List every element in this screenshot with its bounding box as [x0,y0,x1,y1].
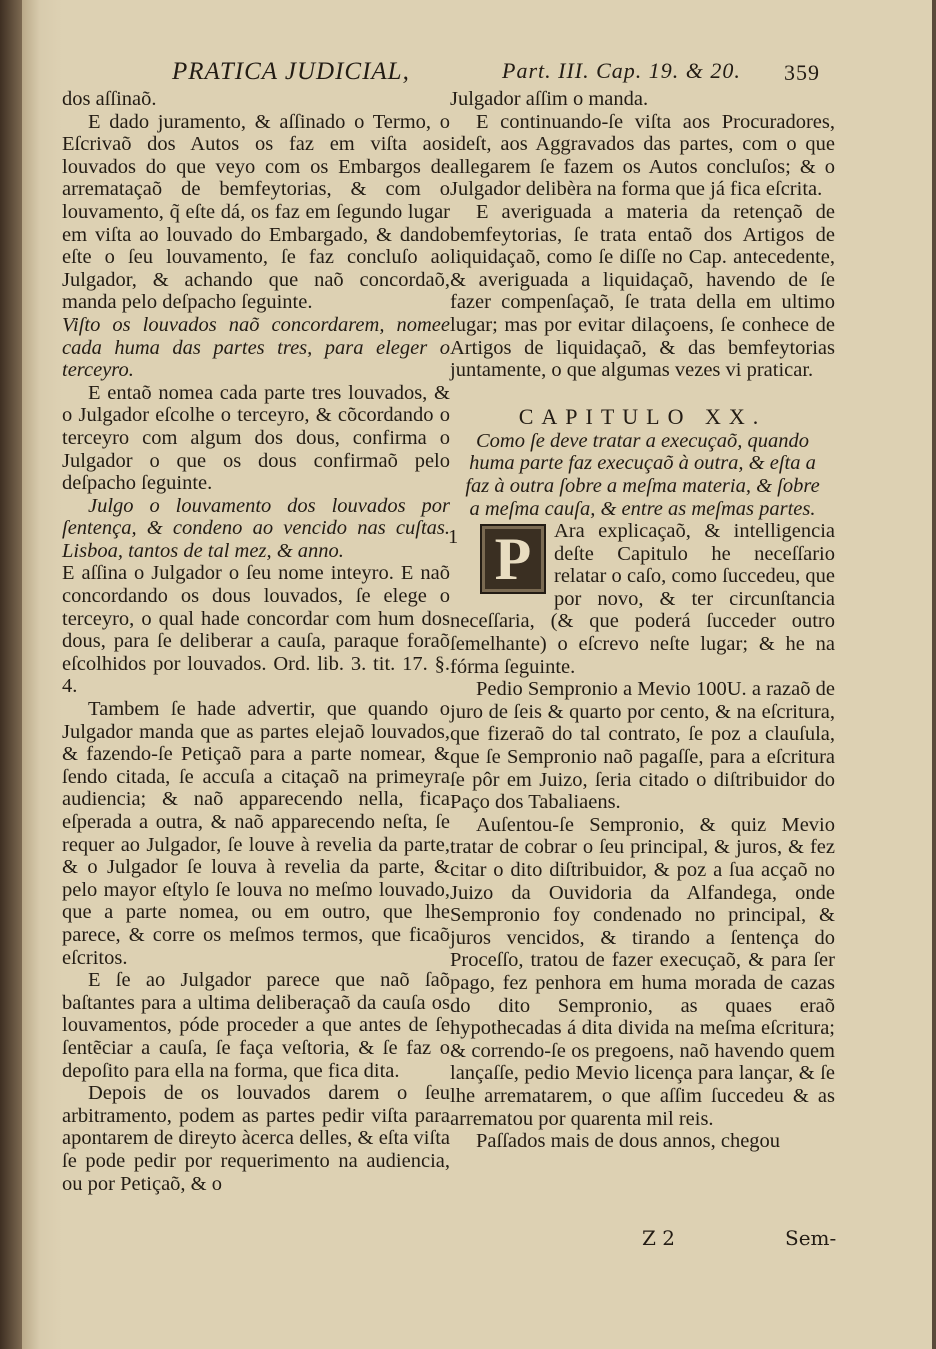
section-number: 1 [448,526,459,549]
header-title: PRATICA JUDICIAL, [172,58,410,85]
paragraph: E aſſina o Julgador o ſeu nome inteyro. E naõ concordando os dous louvados, ſe elege o terceyro, o qual hade concordar com hum dos dous, para ſe deliberar a cauſa, paraque foraõ eſcolhidos por louvados. Ord. lib. 3. tit. 17. §. 4. [62,562,450,698]
paragraph: Auſentou-ſe Sempronio, & quiz Mevio tratar de cobrar o ſeu principal, & juros, & fez citar o dito diſtribuidor, & poz a ſua acçaõ no Juizo da Ouvidoria da Alfandega, onde Sempronio foy condenado no principal, & juros vencidos, & tirando a ſentença do Proceſſo, tratou de fazer execuçaõ, & para ſer pago, fez penhora em huma morada de cazas do dito Sempronio, as quaes eraõ hypothecadas á dita divida na meſma eſcritura; & correndo-ſe os pregoens, naõ havendo quem lançaſſe, pedio Mevio licença para lançar, & ſe lhe arrematarem, o que aſſim ſuccedeu & as arrematou por quarenta mil reis. [450,813,835,1130]
paragraph: E dado juramento, & aſſinado o Termo, o Eſcrivaõ dos Autos os faz em viſta aos louvados do que veyo com os Embargos de arremataçaõ de bemfeytorias, & com o louvamento, q̃ eſte dá, os faz em ſegundo lugar em viſta ao louvado do Embargado, & dando eſte o ſeu louvamento, ſe faz concluſo ao Julgador, & achando que naõ concordaõ, manda pelo deſpacho ſeguinte. [62,110,450,314]
header-part-chapter: Part. III. Cap. 19. & 20. [502,58,741,83]
running-header [160,52,920,92]
catchword: Sem- [785,1226,837,1250]
paragraph: Pedio Sempronio a Mevio 100U. a razaõ de juro de ſeis & quarto por cento, & na eſcritura, que fizeraõ do tal contrato, ſe poz a clauſula, que ſe Sempronio naõ pagaſſe, para a eſcritura ſe pôr em Juizo, ſeria citado o diſtribuidor do Paço dos Tabaliaens. [450,678,835,814]
signature-mark: Z 2 [642,1226,675,1250]
paragraph: E averiguada a materia da retençaõ de bemfeytorias, ſe trata entaõ dos Artigos de liquidaçaõ, como ſe diſſe no Cap. antecedente, & averiguada a liquidaçaõ, havendo de ſe fazer compenſaçaõ, ſe trata della em ultimo lugar; mas por evitar dilaçoens, ſe conhece de Artigos de liquidaçaõ, & das bemfeytorias juntamente, o que algumas vezes vi praticar. [450,200,835,382]
right-column [450,88,835,1153]
book-spine-shadow [0,0,22,1349]
paragraph: E entaõ nomea cada parte tres louvados, & o Julgador eſcolhe o terceyro, & cõcordando o terceyro com algum dos dous, confirma o Julgador o que os dous confirmaõ pelo deſpacho ſeguinte. [62,381,450,495]
page-number: 359 [784,60,820,85]
paragraph: Julgo o louvamento dos louvados por ſentença, & condeno ao vencido nas cuſtas. Lisboa, tantos de tal mez, & anno. [62,494,450,562]
paragraph: Tambem ſe hade advertir, que quando o Julgador manda que as partes elejaõ louvados, & fazendo-ſe Petiçaõ para a parte nomear, & ſendo citada, ſe accuſa a citaçaõ na primeyra audiencia; & naõ apparecendo nella, fica eſperada a outra, & naõ apparecendo neſta, ſe requer ao Julgador, ſe louve à revelia da parte, & o Julgador ſe louva à revelia da parte, & pelo mayor eſtylo ſe louva no meſmo louvado, que a parte nomea, ou em outro, que lhe parece, & corre os meſmos termos, que ficaõ eſcritos. [62,698,450,969]
book-page [22,0,932,1349]
left-column [62,88,450,1195]
paragraph: Ara explicaçaõ, & intelligencia deſte Capitulo he neceſſario relatar o caſo, como ſuccedeu, que por novo, & ter circunſtancia neceſſaria, (& que poderá ſucceder outro ſemelhante) o eſcrevo neſte lugar; & he na fórma ſeguinte. [450,520,835,678]
chapter-heading: CAPITULO XX. [518,403,767,429]
paragraph: dos aſſinaõ. [62,88,157,110]
chapter-subtitle: Como ſe deve tratar a execuçaõ, quando huma parte faz execuçaõ à outra, & eſta a faz à outra ſobre a meſma materia, & ſobre a meſma cauſa, & entre as meſmas partes. [465,429,820,520]
paragraph: Viſto os louvados naõ concordarem, nomee cada huma das partes tres, para eleger o terceyro. [62,313,450,382]
paragraph: Julgador aſſim o manda. [450,88,649,110]
chapter-opening [450,520,835,1153]
paragraph: Depois de os louvados darem o ſeu arbitramento, podem as partes pedir viſta para apontarem de direyto àcerca delles, & eſta viſta ſe pode pedir por requerimento na audiencia, ou por Petiçaõ, & o [62,1082,450,1195]
paragraph: E ſe ao Julgador parece que naõ ſaõ baſtantes para a ultima deliberaçaõ da cauſa os louvamentos, póde proceder a que antes de ſe ſentẽciar a cauſa, ſe faça veſtoria, & ſe faz o depoſito para ella na forma, que fica dita. [62,969,450,1082]
decorated-initial-letter: P [480,524,546,594]
right-column-body [450,520,835,1153]
paragraph: Paſſados mais de dous annos, chegou [476,1130,781,1153]
paragraph: E continuando-ſe viſta aos Procuradores, ideſt, aos Aggravados das partes, com o que allegarem ſe fazem os Autos concluſos; & o Julgador delibèra na forma que já fica eſcrita. [450,110,835,201]
right-column-top [450,88,835,382]
